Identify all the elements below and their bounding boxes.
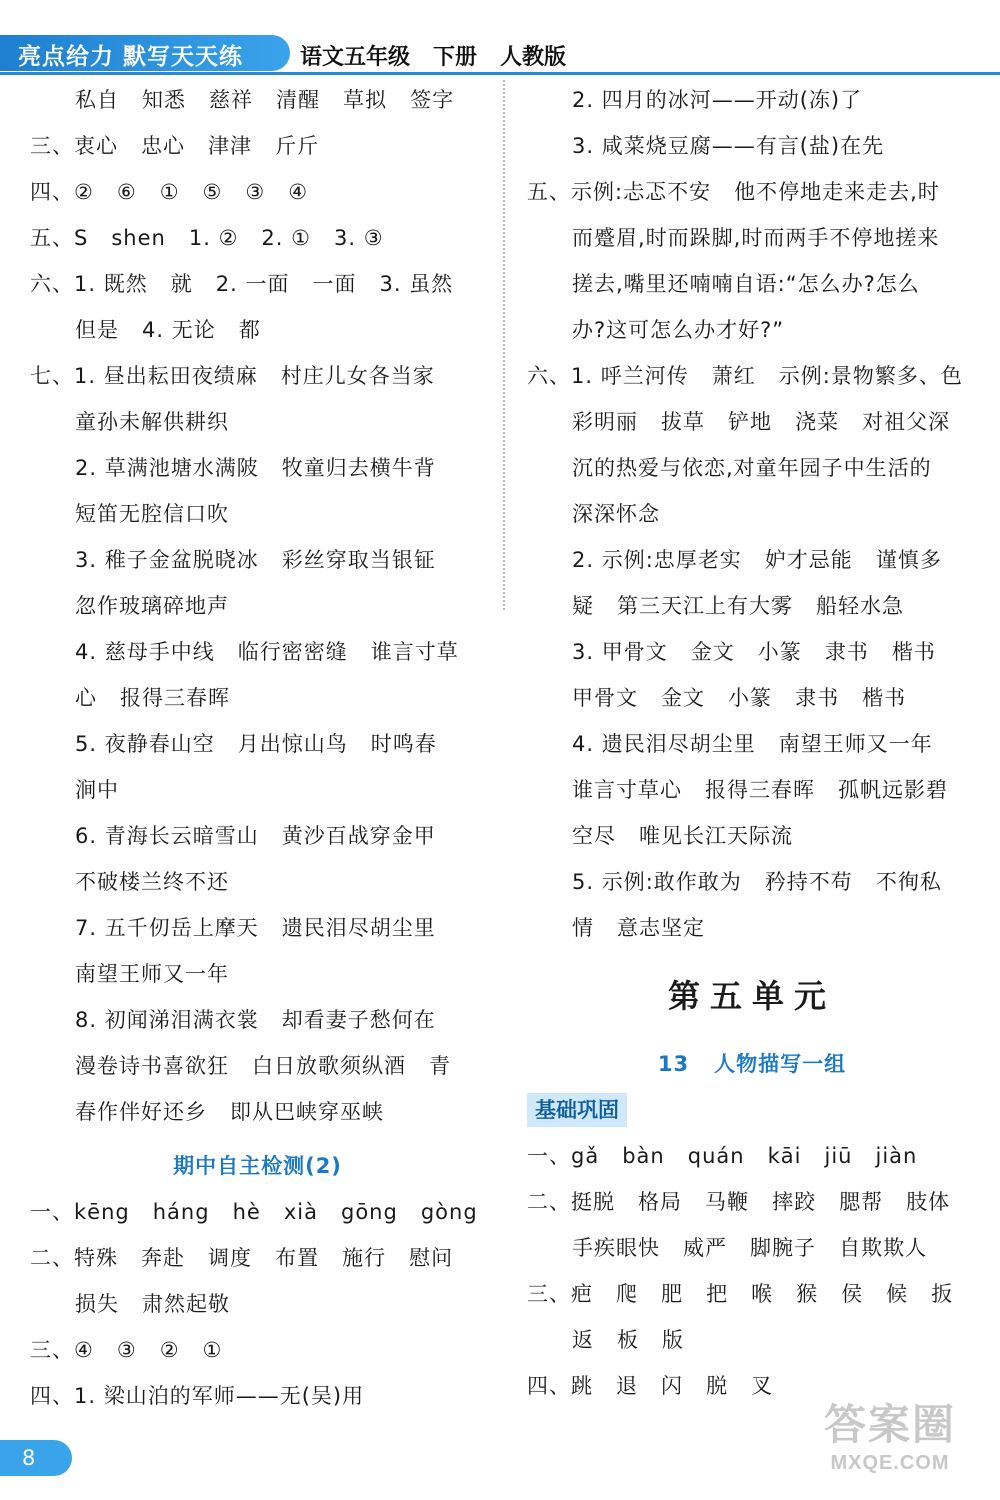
left-column	[30, 77, 485, 1419]
answer-line: 而蹙眉,时而跺脚,时而两手不停地搓来	[572, 226, 940, 250]
answer-line: 一、gǎ bàn quán kāi jiū jiàn	[527, 1144, 918, 1168]
answer-line: 涧中	[75, 778, 119, 802]
left-answer-lines	[30, 77, 485, 1135]
answer-line: 2. 示例:忠厚老实 妒才忌能 谨慎多	[572, 548, 942, 572]
right-column	[527, 77, 977, 1409]
answer-line: 四、跳 退 闪 脱 叉	[527, 1374, 774, 1398]
answer-line: 5. 示例:敢作敢为 矜持不苟 不徇私	[572, 870, 942, 894]
answer-line: 2. 草满池塘水满陂 牧童归去横牛背	[75, 456, 436, 480]
answer-line: 手疾眼快 威严 脚腕子 自欺欺人	[572, 1236, 928, 1260]
lesson-title: 13 人物描写一组	[657, 1052, 847, 1076]
answer-line: 7. 五千仞岳上摩天 遗民泪尽胡尘里	[75, 916, 436, 940]
answer-line: 返 板 版	[572, 1328, 685, 1352]
answer-line: 五、S shen 1. ② 2. ① 3. ③	[30, 226, 384, 250]
answer-line: 疑 第三天江上有大雾 船轻水急	[572, 594, 905, 618]
answer-line: 空尽 唯见长江天际流	[572, 824, 794, 848]
header-subtitle: 语文五年级 下册 人教版	[300, 45, 566, 70]
answer-line: 三、④ ③ ② ①	[30, 1338, 223, 1362]
unit-title: 第五单元	[667, 977, 836, 1015]
watermark	[800, 1400, 980, 1490]
answer-line: 四、1. 梁山泊的军师——无(吴)用	[30, 1384, 365, 1408]
answer-line: 私自 知悉 慈祥 清醒 草拟 签字	[75, 88, 455, 112]
section-tag: 基础巩固	[527, 1093, 627, 1127]
page-header	[0, 0, 1000, 82]
answer-line: 沉的热爱与依恋,对童年园子中生活的	[572, 456, 932, 480]
watermark-url: MXQE.COM	[830, 1452, 950, 1474]
answer-line: 忽作玻璃碎地声	[75, 594, 229, 618]
header-rule	[0, 72, 1000, 75]
answer-line: 五、示例:忐忑不安 他不停地走来走去,时	[527, 180, 940, 204]
answer-line: 春作伴好还乡 即从巴峡穿巫峡	[75, 1100, 385, 1124]
column-divider	[503, 80, 505, 610]
answer-line: 损失 肃然起敬	[75, 1292, 231, 1316]
answer-line: 甲骨文 金文 小篆 隶书 楷书	[572, 686, 907, 710]
answer-line: 童孙未解供耕织	[75, 410, 229, 434]
answer-line: 情 意志坚定	[572, 916, 706, 940]
answer-line: 二、特殊 奔赴 调度 布置 施行 慰问	[30, 1246, 454, 1270]
answer-line: 3. 甲骨文 金文 小篆 隶书 楷书	[572, 640, 936, 664]
answer-line: 七、1. 昼出耘田夜绩麻 村庄儿女各当家	[30, 364, 435, 388]
answer-line: 3. 稚子金盆脱晓冰 彩丝穿取当银钲	[75, 548, 436, 572]
answer-line: 漫卷诗书喜欲狂 白日放歌须纵酒 青	[75, 1054, 452, 1078]
answer-line: 一、kēng háng hè xià gōng gòng	[30, 1200, 478, 1224]
answer-line: 8. 初闻涕泪满衣裳 却看妻子愁何在	[75, 1008, 436, 1032]
answer-line: 二、挺脱 格局 马鞭 摔跤 腮帮 肢体	[527, 1190, 951, 1214]
midterm-title: 期中自主检测(2)	[173, 1154, 342, 1178]
page-number: 8	[0, 1440, 72, 1476]
answer-line: 深深怀念	[572, 502, 660, 526]
watermark-logo: 答案圈	[823, 1401, 956, 1448]
right-answer-lines	[527, 77, 977, 951]
answer-line: 六、1. 呼兰河传 萧红 示例:景物繁多、色	[527, 364, 963, 388]
answer-line: 不破楼兰终不还	[75, 870, 229, 894]
header-brand: 亮点给力 默写天天练	[18, 44, 244, 70]
answer-line: 短笛无腔信口吹	[75, 502, 229, 526]
answer-line: 办?这可怎么办才好?”	[572, 318, 785, 342]
answer-line: 但是 4. 无论 都	[75, 318, 261, 342]
answer-line: 心 报得三春晖	[75, 686, 231, 710]
answer-line: 南望王师又一年	[75, 962, 229, 986]
answer-line: 彩明丽 拔草 铲地 浇菜 对祖父深	[572, 410, 951, 434]
answer-line: 三、疤 爬 肥 把 喉 猴 侯 候 扳	[527, 1282, 954, 1306]
answer-line: 5. 夜静春山空 月出惊山鸟 时鸣春	[75, 732, 437, 756]
answer-line: 3. 咸菜烧豆腐——有言(盐)在先	[572, 134, 885, 158]
answer-line: 2. 四月的冰河——开动(冻)了	[572, 88, 863, 112]
answer-line: 搓去,嘴里还喃喃自语:“怎么办?怎么	[572, 272, 920, 296]
unit-answer-lines	[527, 1133, 977, 1409]
answer-line: 四、② ⑥ ① ⑤ ③ ④	[30, 180, 309, 204]
answer-line: 三、衷心 忠心 津津 斤斤	[30, 134, 320, 158]
answer-line: 六、1. 既然 就 2. 一面 一面 3. 虽然	[30, 272, 454, 296]
answer-line: 6. 青海长云暗雪山 黄沙百战穿金甲	[75, 824, 436, 848]
answer-line: 4. 遗民泪尽胡尘里 南望王师又一年	[572, 732, 933, 756]
section-tag-row	[527, 1087, 977, 1133]
midterm-answer-lines	[30, 1189, 485, 1419]
answer-line: 4. 慈母手中线 临行密密缝 谁言寸草	[75, 640, 459, 664]
answer-line: 谁言寸草心 报得三春晖 孤帆远影碧	[572, 778, 949, 802]
